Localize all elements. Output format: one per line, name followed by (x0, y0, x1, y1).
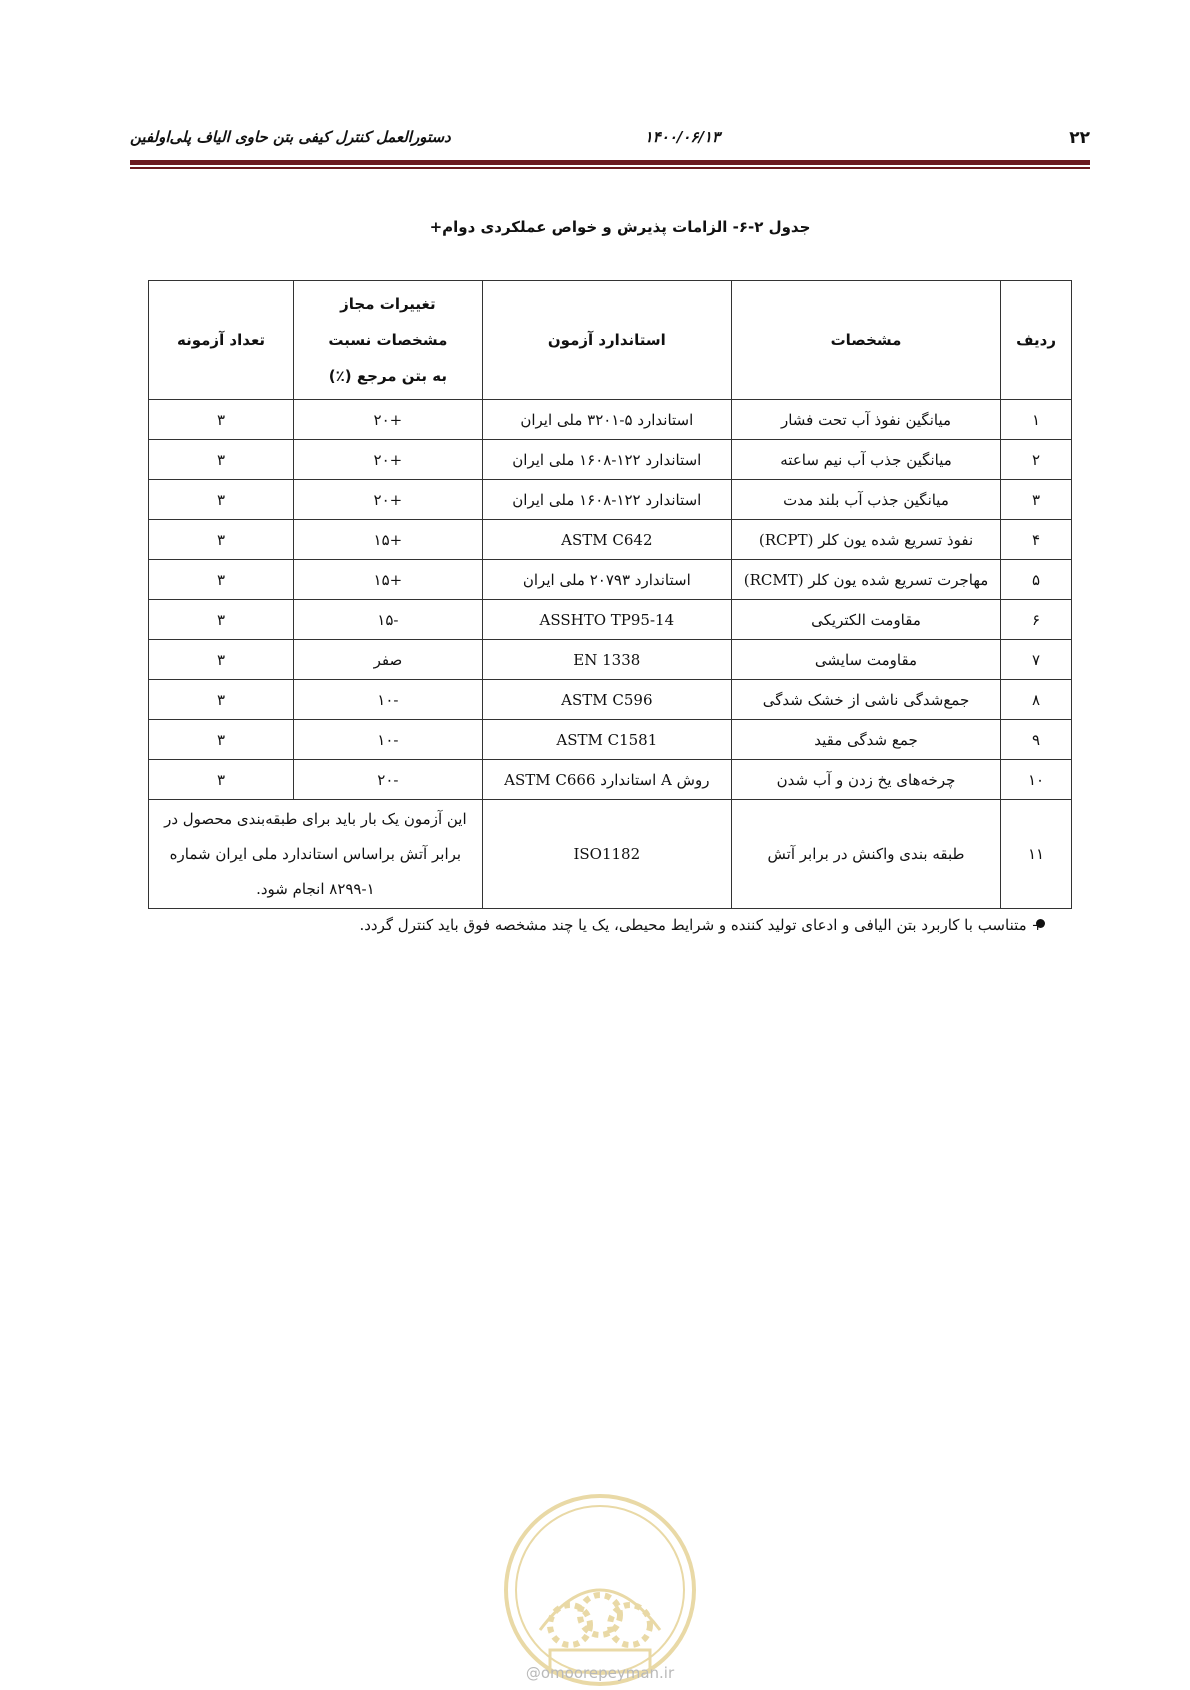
cell-row-number: ۶ (1001, 600, 1072, 640)
table-row (149, 400, 1072, 440)
cell-specimen-count: ۳ (149, 760, 294, 800)
cell-row-number: ۷ (1001, 640, 1072, 680)
cell-specimen-count: ۳ (149, 600, 294, 640)
header-specification: مشخصات (731, 281, 1000, 400)
cell-row-number: ۱ (1001, 400, 1072, 440)
cell-specimen-count: ۳ (149, 640, 294, 680)
header-test-standard: استاندارد آزمون (482, 281, 731, 400)
cell-specification: مقاومت سایشی (731, 640, 1000, 680)
cell-row-number: ۸ (1001, 680, 1072, 720)
page-header (130, 126, 1090, 156)
table-row (149, 720, 1072, 760)
cell-test-standard: استاندارد ۱۲۲-۱۶۰۸ ملی ایران (482, 480, 731, 520)
cell-row-number: ۲ (1001, 440, 1072, 480)
cell-tolerance: +۲۰ (294, 480, 483, 520)
acceptance-requirements-table (148, 280, 1072, 909)
cell-specimen-count: ۳ (149, 480, 294, 520)
table-row (149, 760, 1072, 800)
document-title: دستورالعمل کنترل کیفی بتن حاوی الیاف پلی‌اولفین (130, 128, 451, 146)
header-tolerance (294, 281, 483, 400)
header-tolerance-line: به بتن مرجع (٪) (328, 367, 447, 385)
cell-test-standard: استاندارد ۲۰۷۹۳ ملی ایران (482, 560, 731, 600)
header-rule-thin (130, 167, 1090, 169)
cell-tolerance: -۱۵ (294, 600, 483, 640)
cell-tolerance: +۱۵ (294, 560, 483, 600)
cell-merged-note: این آزمون یک بار باید برای طبقه‌بندی محصول در برابر آتش براساس استاندارد ملی ایران شماره ۱-۸۲۹۹ انجام شود. (149, 800, 483, 909)
cell-specification: نفوذ تسریع شده یون کلر (RCPT) (731, 520, 1000, 560)
table-header-row (149, 281, 1072, 400)
header-specimen-count: تعداد آزمونه (149, 281, 294, 400)
table-row (149, 600, 1072, 640)
header-date: ۱۴۰۰/۰۶/۱۳ (644, 128, 720, 146)
cell-specification: جمع شدگی مقید (731, 720, 1000, 760)
cell-test-standard: ASTM C642 (482, 520, 731, 560)
cell-row-number: ۱۱ (1001, 800, 1072, 909)
cell-specification: میانگین جذب آب نیم ساعته (731, 440, 1000, 480)
header-tolerance-line: مشخصات نسبت (328, 331, 448, 349)
cell-test-standard: استاندارد ۱۲۲-۱۶۰۸ ملی ایران (482, 440, 731, 480)
cell-tolerance: صفر (294, 640, 483, 680)
cell-specification: طبقه بندی واکنش در برابر آتش (731, 800, 1000, 909)
cell-specimen-count: ۳ (149, 520, 294, 560)
cell-test-standard: روش A استاندارد ASTM C666 (482, 760, 731, 800)
header-row-number: ردیف (1001, 281, 1072, 400)
page-number: ۲۲ (1069, 128, 1090, 148)
cell-test-standard: EN 1338 (482, 640, 731, 680)
cell-specimen-count: ۳ (149, 440, 294, 480)
cell-specimen-count: ۳ (149, 560, 294, 600)
cell-specification: مهاجرت تسریع شده یون کلر (RCMT) (731, 560, 1000, 600)
table-caption: جدول ۲-۶- الزامات پذیرش و خواص عملکردی دوام+ (429, 218, 811, 236)
cell-tolerance: +۱۵ (294, 520, 483, 560)
table-row (149, 520, 1072, 560)
cell-test-standard: ASSHTO TP95-14 (482, 600, 731, 640)
table-row (149, 800, 1072, 909)
cell-row-number: ۱۰ (1001, 760, 1072, 800)
cell-specification: مقاومت الکتریکی (731, 600, 1000, 640)
cell-tolerance: +۲۰ (294, 400, 483, 440)
table-row (149, 640, 1072, 680)
cell-test-standard: ASTM C596 (482, 680, 731, 720)
table-row (149, 440, 1072, 480)
watermark-handle: @omoorepeyman.ir (525, 1664, 675, 1682)
cell-row-number: ۳ (1001, 480, 1072, 520)
cell-row-number: ۵ (1001, 560, 1072, 600)
table-row (149, 560, 1072, 600)
cell-specimen-count: ۳ (149, 400, 294, 440)
table-row (149, 480, 1072, 520)
cell-tolerance: -۱۰ (294, 680, 483, 720)
table-footnote: + متناسب با کاربرد بتن الیافی و ادعای تولید کننده و شرایط محیطی، یک یا چند مشخصه فوق باید کنترل گردد. (359, 916, 1044, 934)
cell-test-standard: استاندارد ۵-۳۲۰۱ ملی ایران (482, 400, 731, 440)
cell-specification: چرخه‌های یخ زدن و آب شدن (731, 760, 1000, 800)
cell-specimen-count: ۳ (149, 680, 294, 720)
cell-row-number: ۹ (1001, 720, 1072, 760)
cell-tolerance: -۱۰ (294, 720, 483, 760)
cell-specification: جمع‌شدگی ناشی از خشک شدگی (731, 680, 1000, 720)
cell-row-number: ۴ (1001, 520, 1072, 560)
header-rule-thick (130, 160, 1090, 165)
header-tolerance-line: تغییرات مجاز (340, 295, 436, 313)
cell-tolerance: -۲۰ (294, 760, 483, 800)
cell-tolerance: +۲۰ (294, 440, 483, 480)
cell-test-standard: ISO1182 (482, 800, 731, 909)
publisher-logo-stamp (500, 1490, 700, 1690)
cell-test-standard: ASTM C1581 (482, 720, 731, 760)
cell-specification: میانگین نفوذ آب تحت فشار (731, 400, 1000, 440)
table-row (149, 680, 1072, 720)
cell-specification: میانگین جذب آب بلند مدت (731, 480, 1000, 520)
cell-specimen-count: ۳ (149, 720, 294, 760)
